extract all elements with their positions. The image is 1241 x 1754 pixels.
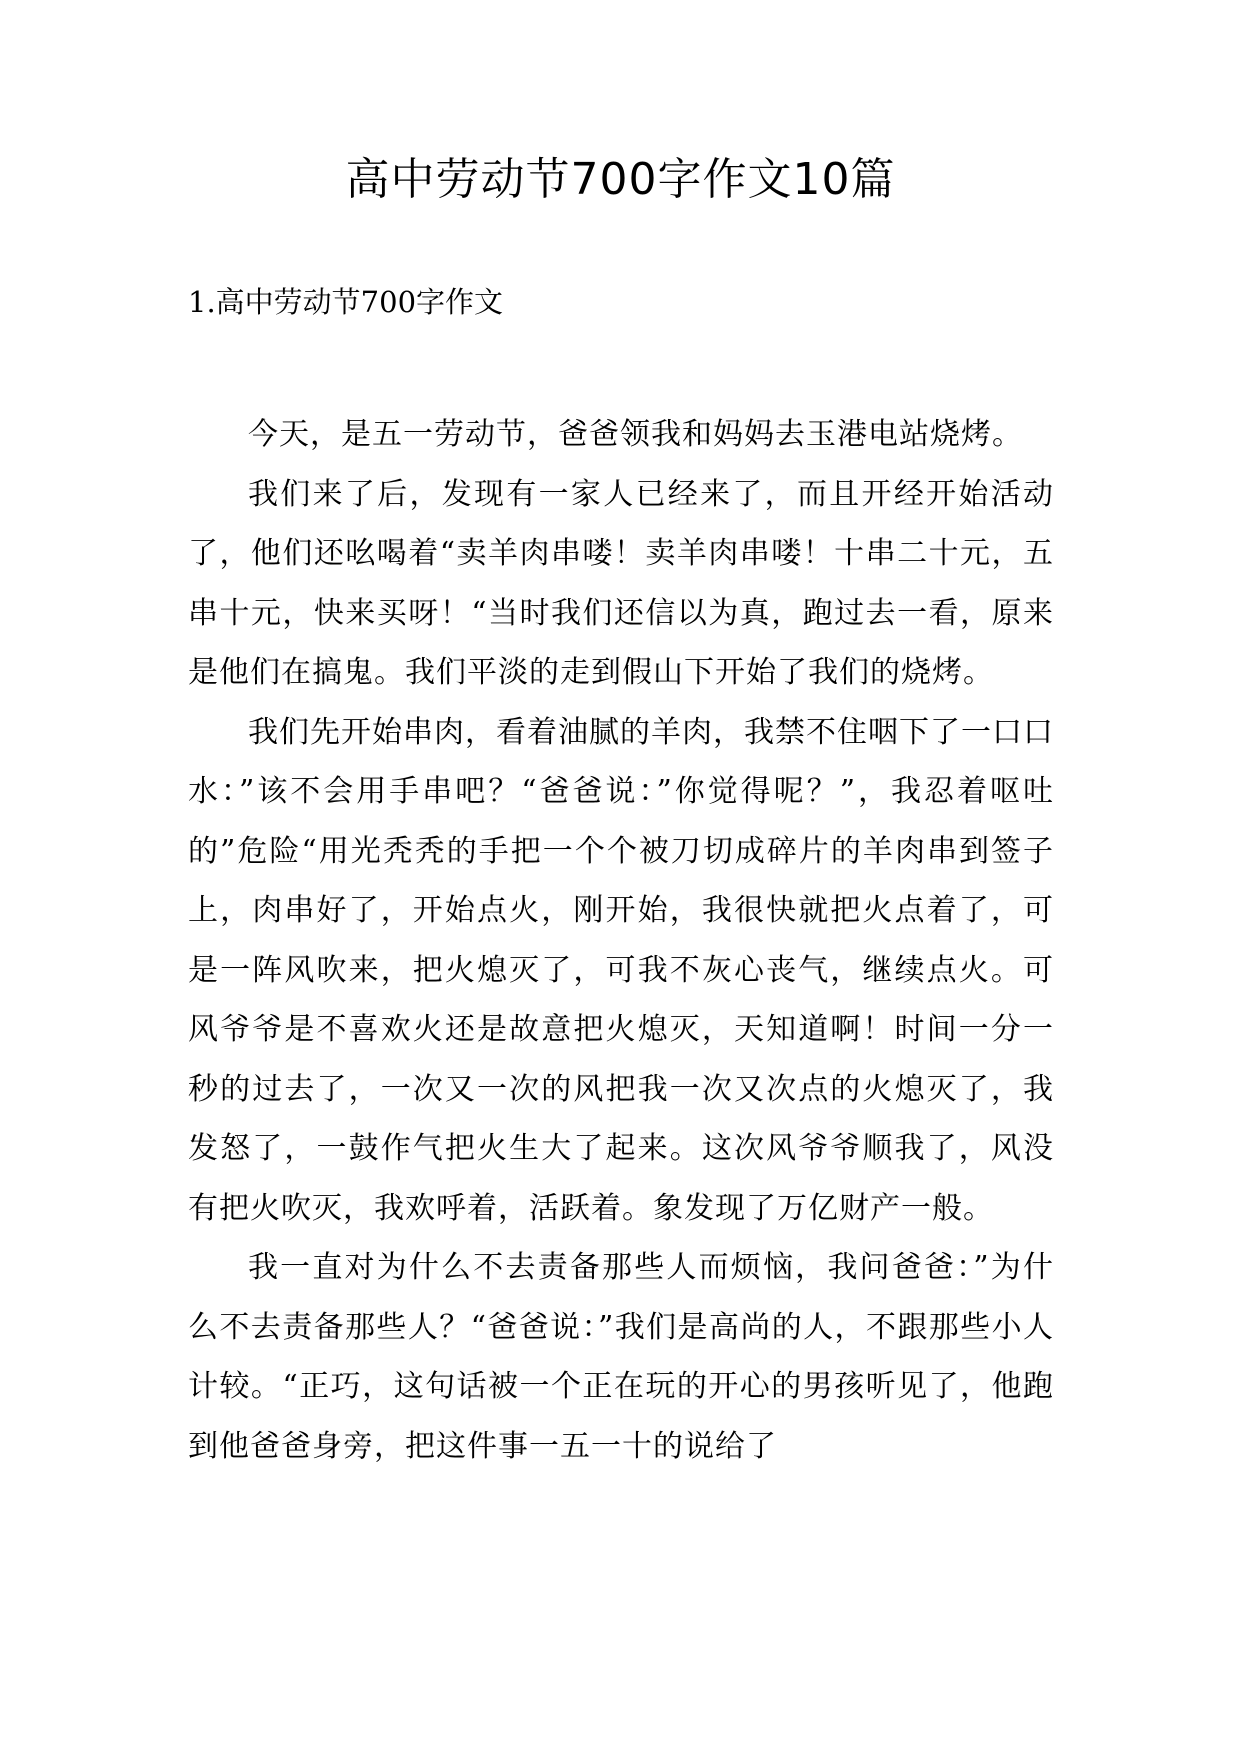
paragraph-2: 我们来了后，发现有一家人已经来了，而且开经开始活动了，他们还吆喝着“卖羊肉串喽！卖羊肉串喽！十串二十元，五串十元，快来买呀！“当时我们还信以为真，跑过去一看，原来是他们在搞鬼。我们平淡的走到假山下开始了我们的烧烤。 [188, 476, 1054, 690]
essay-body [188, 405, 1054, 1476]
section-heading: 1.高中劳动节700字作文 [188, 285, 504, 319]
document-title: 高中劳动节700字作文10篇 [345, 154, 896, 205]
paragraph-1: 今天，是五一劳动节，爸爸领我和妈妈去玉港电站烧烤。 [248, 417, 1023, 452]
paragraph-4: 我一直对为什么不去责备那些人而烦恼，我问爸爸：”为什么不去责备那些人？“爸爸说：”我们是高尚的人，不跟那些小人计较。“正巧，这句话被一个正在玩的开心的男孩听见了，他跑到他爸爸身旁，把这件事一五一十的说给了 [188, 1250, 1054, 1464]
paragraph-3: 我们先开始串肉，看着油腻的羊肉，我禁不住咽下了一口口水：”该不会用手串吧？“爸爸说：”你觉得呢？”，我忍着呕吐的”危险“用光秃秃的手把一个个被刀切成碎片的羊肉串到签子上，肉串好了，开始点火，刚开始，我很快就把火点着了，可是一阵风吹来，把火熄灭了，可我不灰心丧气，继续点火。可风爷爷是不喜欢火还是故意把火熄灭，天知道啊！时间一分一秒的过去了，一次又一次的风把我一次又次点的火熄灭了，我发怒了，一鼓作气把火生大了起来。这次风爷爷顺我了，风没有把火吹灭，我欢呼着，活跃着。象发现了万亿财产一般。 [188, 714, 1054, 1226]
